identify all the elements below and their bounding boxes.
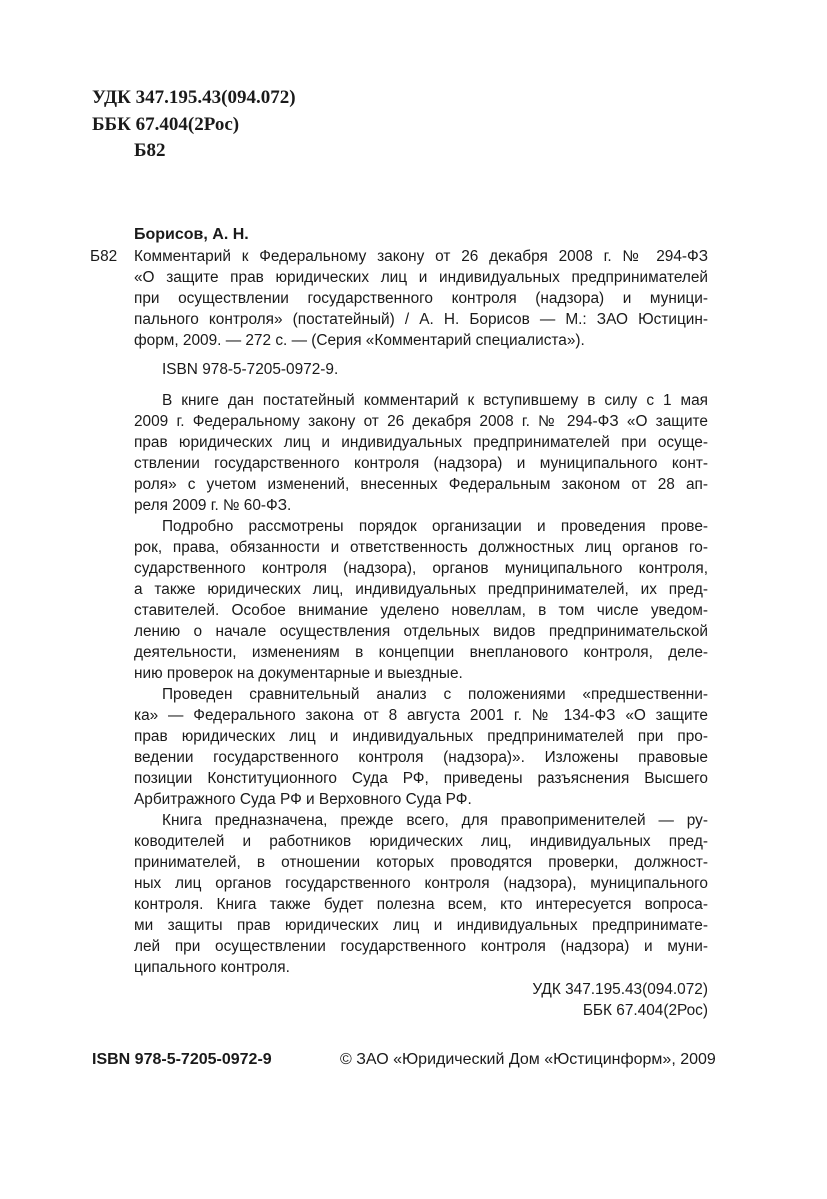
annotation-line: Проведен сравнительный анализ с положениями «предшественни- <box>162 686 708 703</box>
entry-margin-code: Б82 <box>90 248 118 265</box>
header-bbk: ББК 67.404(2Рос) <box>92 114 240 135</box>
annotation-line: роля» с учетом изменений, внесенных Федеральным законом от 28 ап- <box>134 476 708 493</box>
annotation-line: сударственного контроля (надзора), органов муниципального контроля, <box>134 560 708 577</box>
annotation-line: ка» — Федерального закона от 8 августа 2001 г. № 134-ФЗ «О защите <box>134 707 708 724</box>
annotation-line: рок, права, обязанности и ответственность должностных лиц органов го- <box>134 539 708 556</box>
annotation-line: лей при осуществлении государственного контроля (надзора) и муни- <box>134 938 708 955</box>
annotation-line: а также юридических лиц, индивидуальных предпринимателей, их пред- <box>134 581 708 598</box>
annotation-line: позиции Конституционного Суда РФ, приведены разъяснения Высшего <box>134 770 708 787</box>
annotation-line: ставителей. Особое внимание уделено новеллам, в том числе уведом- <box>134 602 708 619</box>
header-author-code: Б82 <box>134 140 166 161</box>
entry-line: пального контроля» (постатейный) / А. Н. Борисов — М.: ЗАО Юстицин- <box>134 311 708 328</box>
annotation-line: принимателей, в отношении которых проводятся проверки, должност- <box>134 854 708 871</box>
annotation-line: ководителей и работников юридических лиц, индивидуальных пред- <box>134 833 708 850</box>
annotation-line: прав юридических лиц и индивидуальных предпринимателей при про- <box>134 728 708 745</box>
annotation-line: деятельности, изменениям в концепции внепланового контроля, деле- <box>134 644 708 661</box>
entry-line: форм, 2009. — 272 с. — (Серия «Комментарий специалиста»). <box>134 332 585 349</box>
entry-line: при осуществлении государственного контроля (надзора) и муници- <box>134 290 708 307</box>
annotation-line: ми защиты прав юридических лиц и индивидуальных предпринимате- <box>134 917 708 934</box>
annotation-line: ведении государственного контроля (надзора)». Изложены правовые <box>134 749 708 766</box>
entry-line: Комментарий к Федеральному закону от 26 декабря 2008 г. № 294-ФЗ <box>134 248 708 265</box>
annotation-line: ципального контроля. <box>134 959 290 976</box>
annotation-line: прав юридических лиц и индивидуальных предпринимателей при осуще- <box>134 434 708 451</box>
entry-line: «О защите прав юридических лиц и индивидуальных предпринимателей <box>134 269 708 286</box>
annotation-line: реля 2009 г. № 60-ФЗ. <box>134 497 292 514</box>
entry-isbn: ISBN 978-5-7205-0972-9. <box>162 361 339 378</box>
header-udk: УДК 347.195.43(094.072) <box>92 87 296 108</box>
annotation-line: ствлении государственного контроля (надзора) и муниципального конт- <box>134 455 708 472</box>
footer-copyright: © ЗАО «Юридический Дом «Юстицинформ», 2009 <box>340 1051 716 1068</box>
entry-author: Борисов, А. Н. <box>134 226 249 243</box>
annotation-line: В книге дан постатейный комментарий к вступившему в силу с 1 мая <box>162 392 708 409</box>
annotation-bbk: ББК 67.404(2Рос) <box>582 1002 708 1019</box>
annotation-line: нию проверок на документарные и выездные. <box>134 665 463 682</box>
annotation-line: Арбитражного Суда РФ и Верховного Суда РФ. <box>134 791 472 808</box>
annotation-line: Подробно рассмотрены порядок организации и проведения прове- <box>162 518 708 535</box>
annotation-udk: УДК 347.195.43(094.072) <box>532 981 708 998</box>
footer-isbn: ISBN 978-5-7205-0972-9 <box>92 1051 272 1068</box>
annotation-line: лению о начале осуществления отдельных видов предпринимательской <box>134 623 708 640</box>
annotation-line: Книга предназначена, прежде всего, для правоприменителей — ру- <box>162 812 708 829</box>
annotation-line: контроля. Книга также будет полезна всем, кто интересуется вопроса- <box>134 896 708 913</box>
annotation-line: 2009 г. Федеральному закону от 26 декабря 2008 г. № 294-ФЗ «О защите <box>134 413 708 430</box>
annotation-line: ных лиц органов государственного контроля (надзора), муниципального <box>134 875 708 892</box>
